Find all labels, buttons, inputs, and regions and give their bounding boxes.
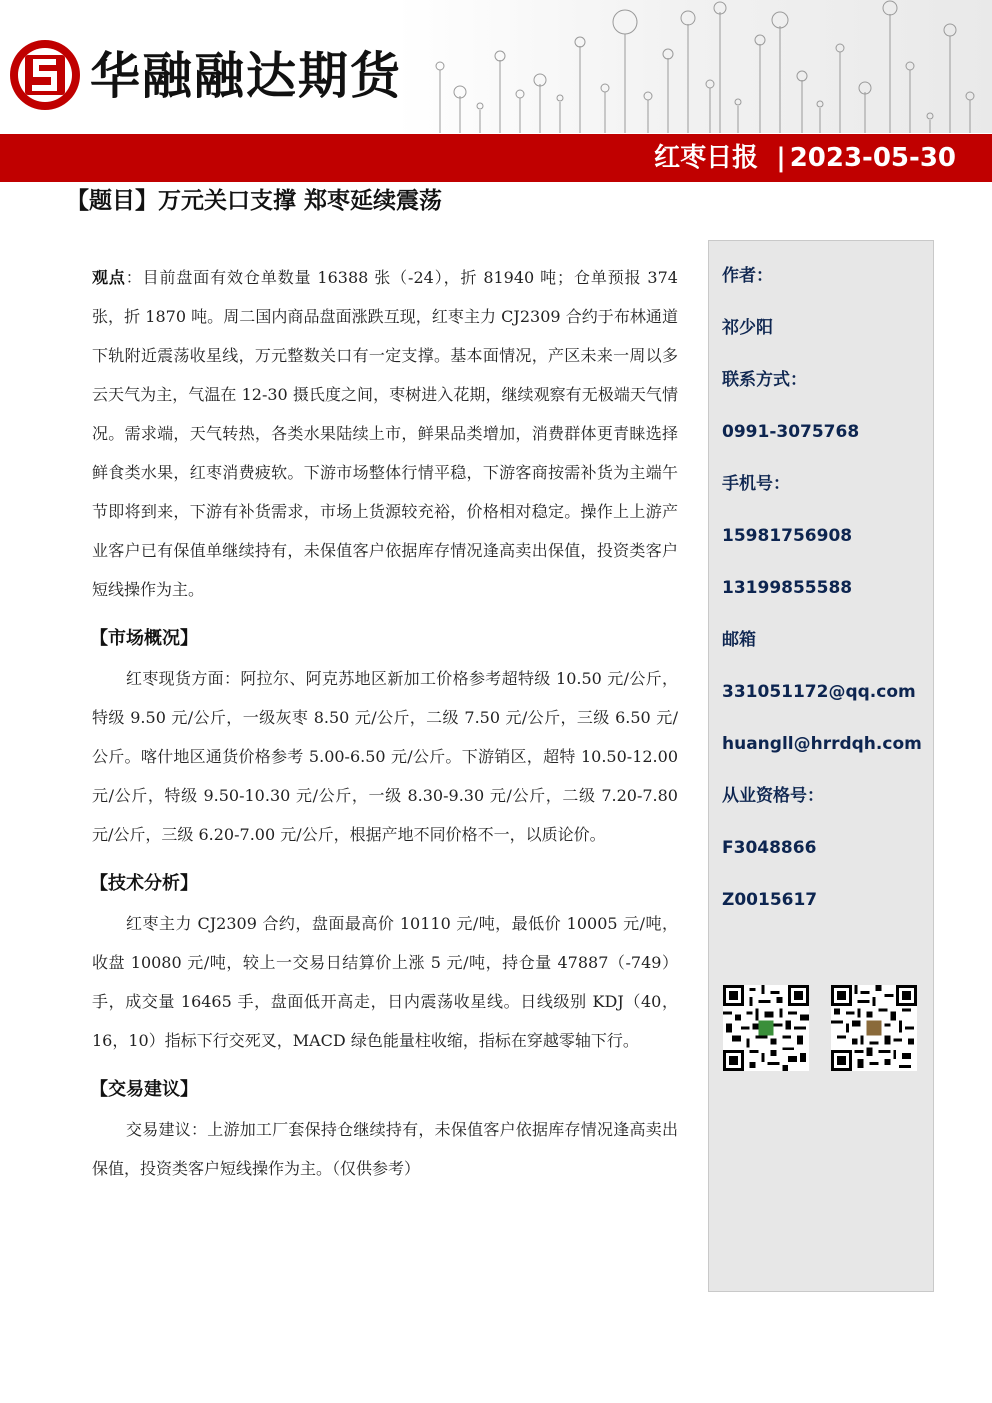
qr-code-icon [831,985,917,1071]
brand-name: 华融融达期货 [90,47,402,105]
license-number-2: Z0015617 [722,890,818,910]
mobile-number-1: 15981756908 [722,526,853,546]
mobile-label: 手机号： [722,474,790,494]
author-name: 祁少阳 [722,318,773,338]
author-sidebar [708,240,934,1292]
email-address-1[interactable]: 331051172@qq.com [722,682,916,702]
viewpoint-label: 观点 [92,268,126,287]
advice-heading: 【交易建议】 [90,1079,198,1100]
page-title: 【题目】万元关口支撑 郑枣延续震荡 [66,188,443,214]
report-separator: | [776,143,786,173]
license-label: 从业资格号： [722,786,824,806]
page-header [0,0,992,183]
main-content [92,258,678,1188]
qr-code-icon [723,985,809,1071]
technical-heading: 【技术分析】 [90,873,198,894]
market-heading: 【市场概况】 [90,628,198,649]
email-address-2[interactable]: huangll@hrrdqh.com [722,734,922,754]
author-label: 作者： [722,266,773,286]
decorative-lines-graphic [420,0,992,133]
advice-paragraph: 交易建议：上游加工厂套保持仓继续持有，未保值客户依据库存情况逢高卖出保值，投资类客户短线操作为主。（仅供参考） [92,1120,678,1178]
report-date: 2023-05-30 [789,143,956,173]
report-type: 红枣日报 [654,143,759,173]
contact-label: 联系方式： [722,370,807,390]
mobile-number-2: 13199855588 [722,578,853,598]
viewpoint-text: ：目前盘面有效仓单数量 16388 张（-24），折 81940 吨；仓单预报 374 张，折 1870 吨。周二国内商品盘面涨跌互现，红枣主力 CJ2309 合约于布林通道下轨附近震荡收星线，万元整数关口有一定支撑。基本面情况，产区未来一周以多云天气为主，气温在 12-30 摄氏度之间，枣树进入花期，继续观察有无极端天气情况。需求端，天气转热，各类水果陆续上市，鲜果品类增加，消费群体更青睐选择鲜食类水果，红枣消费疲软。下游市场整体行情平稳，下游客商按需补货为主端午节即将到来，下游有补货需求，市场上货源较充裕，价格相对稳定。操作上上游产业客户已有保值单继续持有，未保值客户依据库存情况逢高卖出保值，投资类客户短线操作为主。 [92,268,678,599]
huarong-logo-icon [8,38,82,112]
technical-paragraph: 红枣主力 CJ2309 合约，盘面最高价 10110 元/吨，最低价 10005 元/吨，收盘 10080 元/吨，较上一交易日结算价上涨 5 元/吨，持仓量 47887（-749）手，成交量 16465 手，盘面低开高走，日内震荡收星线。日线级别 KDJ（40，16，10）指标下行交死叉，MACD 绿色能量柱收缩，指标在穿越零轴下行。 [92,914,678,1050]
contact-phone: 0991-3075768 [722,422,860,442]
report-title [654,134,956,182]
email-label: 邮箱 [722,630,756,650]
license-number-1: F3048866 [722,838,817,858]
market-paragraph: 红枣现货方面：阿拉尔、阿克苏地区新加工价格参考超特级 10.50 元/公斤，特级 9.50 元/公斤，一级灰枣 8.50 元/公斤，二级 7.50 元/公斤，三级 6.50 元/公斤。喀什地区通货价格参考 5.00-6.50 元/公斤。下游销区，超特 10.50-12.00 元/公斤，特级 9.50-10.30 元/公斤，一级 8.30-9.30 元/公斤，二级 7.20-7.80 元/公斤，三级 6.20-7.00 元/公斤，根据产地不同价格不一，以质论价。 [92,669,678,844]
viewpoint-paragraph [92,258,678,609]
